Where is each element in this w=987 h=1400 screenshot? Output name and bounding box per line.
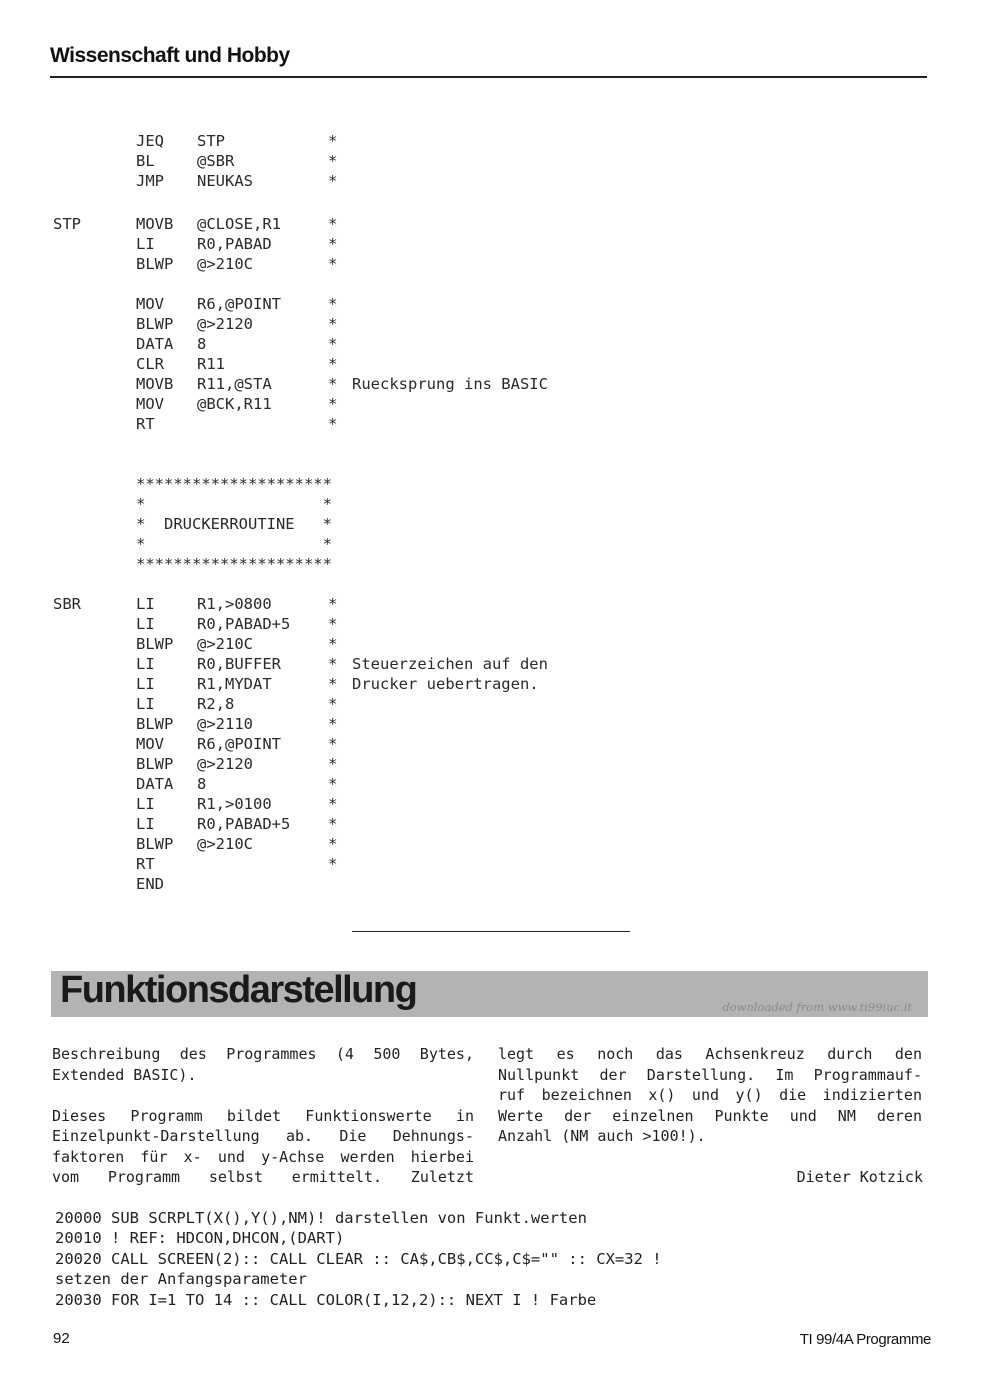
basic-listing (55, 1208, 662, 1310)
code-opcode: LI (136, 695, 155, 713)
header-divider (50, 76, 927, 78)
code-comment-marker: * (328, 255, 338, 273)
code-operand: R0,PABAD (197, 235, 272, 253)
code-comment-marker: * (328, 235, 338, 253)
code-operand: R11 (197, 355, 225, 373)
code-comment-marker: * (328, 315, 338, 333)
article-title-banner (51, 971, 928, 1017)
article-column-right (498, 1044, 922, 1147)
code-label: STP (53, 215, 81, 233)
code-comment-marker: * (328, 655, 338, 673)
code-opcode: RT (136, 415, 155, 433)
code-operand: R1,>0800 (197, 595, 272, 613)
code-operand: 8 (197, 335, 207, 353)
code-opcode: ********************* (136, 555, 332, 573)
code-opcode: DATA (136, 775, 174, 793)
code-operand: STP (197, 132, 225, 150)
code-operand: R2,8 (197, 695, 235, 713)
code-comment-marker: * (328, 695, 338, 713)
code-opcode: MOV (136, 395, 164, 413)
code-operand: R1,MYDAT (197, 675, 272, 693)
author-name: Dieter Kotzick (796, 1168, 923, 1186)
code-operand: @>210C (197, 835, 253, 853)
code-opcode: LI (136, 655, 155, 673)
basic-line: 20020 CALL SCREEN(2):: CALL CLEAR :: CA$,CB$,CC$,C$="" :: CX=32 ! (55, 1249, 662, 1268)
page-number: 92 (53, 1330, 70, 1347)
code-opcode: ********************* (136, 475, 332, 493)
code-opcode: BLWP (136, 715, 174, 733)
article-column-left (52, 1044, 474, 1188)
code-operand: @>2120 (197, 755, 253, 773)
code-comment-marker: * (328, 755, 338, 773)
code-comment-marker: * (328, 295, 338, 313)
publication-title: TI 99/4A Programme (799, 1331, 931, 1348)
text-line: Anzahl (NM auch >100!). (498, 1127, 706, 1145)
code-comment-marker: * (328, 395, 338, 413)
code-opcode: BLWP (136, 635, 174, 653)
code-operand: @BCK,R11 (197, 395, 272, 413)
code-comment-marker: * (328, 715, 338, 733)
code-opcode: JMP (136, 172, 164, 190)
code-comment-marker: * (328, 615, 338, 633)
text-line: Dieses Programm bildet Funktionswerte in (52, 1106, 474, 1125)
code-comment-marker: * (328, 355, 338, 373)
code-opcode: MOVB (136, 215, 174, 233)
basic-line: 20030 FOR I=1 TO 14 :: CALL COLOR(I,12,2):: NEXT I ! Farbe (55, 1290, 597, 1309)
code-opcode: BL (136, 152, 155, 170)
code-comment-marker: * (328, 415, 338, 433)
code-opcode: * * (136, 495, 332, 513)
text-line: faktoren für x- und y-Achse werden hierbei (52, 1147, 474, 1166)
code-comment-marker: * (328, 835, 338, 853)
code-comment-marker: * (328, 855, 338, 873)
text-line: legt es noch das Achsenkreuz durch den (498, 1045, 922, 1063)
text-line: Werte der einzelnen Punkte und NM deren (498, 1106, 922, 1125)
code-comment-marker: * (328, 775, 338, 793)
text-line: Nullpunkt der Darstellung. Im Programmauf- (498, 1065, 922, 1084)
code-operand: R1,>0100 (197, 795, 272, 813)
code-operand: R0,PABAD+5 (197, 815, 291, 833)
code-opcode: BLWP (136, 755, 174, 773)
code-opcode: MOV (136, 735, 164, 753)
code-comment-marker: * (328, 375, 338, 393)
code-opcode: LI (136, 595, 155, 613)
section-separator (352, 931, 630, 932)
code-operand: NEUKAS (197, 172, 253, 190)
code-opcode: LI (136, 815, 155, 833)
code-comment-marker: * (328, 152, 338, 170)
code-remark: Drucker uebertragen. (352, 675, 539, 693)
code-opcode: MOV (136, 295, 164, 313)
code-operand: 8 (197, 775, 207, 793)
basic-line: setzen der Anfangsparameter (55, 1270, 307, 1289)
code-opcode: MOVB (136, 375, 174, 393)
code-operand: @>210C (197, 635, 253, 653)
code-operand: R6,@POINT (197, 735, 281, 753)
code-operand: R6,@POINT (197, 295, 281, 313)
code-operand: R0,PABAD+5 (197, 615, 291, 633)
code-opcode: DATA (136, 335, 174, 353)
code-opcode: END (136, 875, 164, 893)
code-comment-marker: * (328, 635, 338, 653)
code-operand: R0,BUFFER (197, 655, 281, 673)
code-label: SBR (53, 595, 81, 613)
text-line (52, 1085, 474, 1106)
code-remark: Ruecksprung ins BASIC (352, 375, 548, 393)
code-opcode: BLWP (136, 315, 174, 333)
code-opcode: * * (136, 535, 332, 553)
section-header: Wissenschaft und Hobby (50, 44, 290, 67)
code-operand: @>2120 (197, 315, 253, 333)
code-operand: @CLOSE,R1 (197, 215, 281, 233)
basic-line: 20000 SUB SCRPLT(X(),Y(),NM)! darstellen von Funkt.werten (55, 1209, 587, 1227)
code-comment-marker: * (328, 815, 338, 833)
code-opcode: BLWP (136, 255, 174, 273)
code-comment-marker: * (328, 595, 338, 613)
text-line: vom Programm selbst ermittelt. Zuletzt (52, 1168, 474, 1186)
text-line: Extended BASIC). (52, 1065, 197, 1084)
text-line: ruf bezeichnen x() und y() die indizierten (498, 1086, 922, 1104)
text-line: Einzelpunkt-Darstellung ab. Die Dehnungs- (52, 1127, 474, 1145)
code-comment-marker: * (328, 335, 338, 353)
code-opcode: LI (136, 795, 155, 813)
code-comment-marker: * (328, 675, 338, 693)
source-credit: downloaded from www.ti99iuc.it (722, 1000, 912, 1014)
code-comment-marker: * (328, 132, 338, 150)
code-operand: @>2110 (197, 715, 253, 733)
code-comment-marker: * (328, 795, 338, 813)
code-opcode: LI (136, 615, 155, 633)
code-remark: Steuerzeichen auf den (352, 655, 548, 673)
code-opcode: CLR (136, 355, 164, 373)
code-opcode: RT (136, 855, 155, 873)
code-opcode: JEQ (136, 132, 164, 150)
code-opcode: LI (136, 235, 155, 253)
code-comment-marker: * (328, 215, 338, 233)
code-operand: R11,@STA (197, 375, 272, 393)
article-title: Funktionsdarstellung (60, 969, 417, 1011)
code-comment-marker: * (328, 735, 338, 753)
code-opcode: BLWP (136, 835, 174, 853)
code-operand: @>210C (197, 255, 253, 273)
code-operand: @SBR (197, 152, 235, 170)
text-line: Beschreibung des Programmes (4 500 Bytes, (52, 1045, 474, 1063)
code-opcode: LI (136, 675, 155, 693)
code-comment-marker: * (328, 172, 338, 190)
code-opcode: * DRUCKERROUTINE * (136, 515, 332, 533)
basic-line: 20010 ! REF: HDCON,DHCON,(DART) (55, 1229, 345, 1248)
